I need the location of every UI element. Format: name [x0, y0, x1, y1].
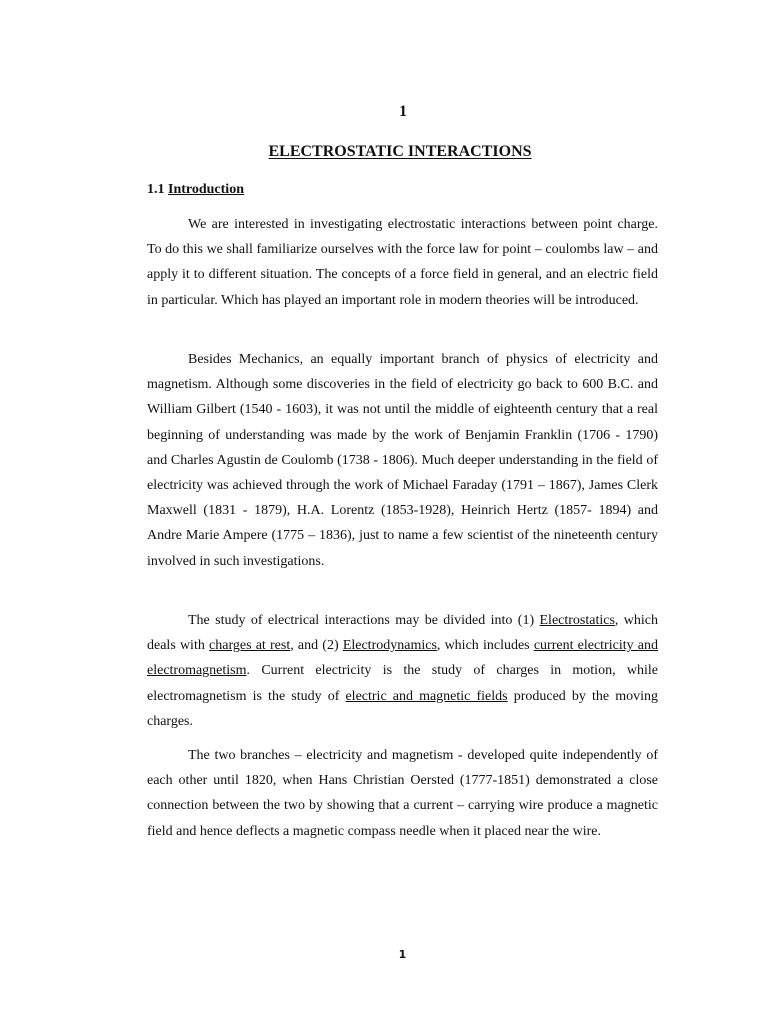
term-electrostatics: Electrostatics [539, 613, 615, 628]
term-electric-magnetic-fields: electric and magnetic fields [345, 688, 508, 704]
chapter-title: ELECTROSTATIC INTERACTIONS [268, 143, 532, 160]
paragraph-divisions [147, 608, 658, 734]
paragraph-introduction: We are interested in investigating electrostatic interactions between point charge. To do this we shall familiarize ourselves with the force law for point – coulombs law – and apply it to different situation. The concepts of a force field in general, and an electric field in particular. Which has played an important role in modern theories will be introduced. [147, 217, 658, 308]
text-run: The study of electrical interactions may be divided into (1) [188, 613, 540, 628]
term-current-electricity: current electricity and electromagnetism [147, 638, 658, 679]
chapter-number: 1 [399, 103, 407, 120]
term-charges-at-rest: charges at rest [209, 638, 291, 654]
paragraph-history: Besides Mechanics, an equally important branch of physics of electricity and magnetism. Although some discoveries in the field of electricity go back to 600 B.C. and William Gilbert (1540 - 1603), it was not until the middle of eighteenth century that a real beginning of understanding was made by the work of Benjamin Franklin (1706 - 1790) and Charles Agustin de Coulomb (1738 - 1806). Much deeper understanding in the field of electricity was achieved through the work of Michael Faraday (1791 – 1867), James Clerk Maxwell (1831 - 1879), H.A. Lorentz (1853-1928), Heinrich Hertz (1857- 1894) and Andre Marie Ampere (1775 – 1836), just to name a few scientist of the nineteenth century involved in such investigations. [147, 352, 658, 569]
text-run: , which deals with [147, 613, 659, 654]
paragraph-oersted: The two branches – electricity and magnetism - developed quite independently of each other until 1820, when Hans Christian Oersted (1777-1851) demonstrated a close connection between the two by showing that a current – carrying wire produce a magnetic field and hence deflects a magnetic compass needle when it placed near the wire. [147, 748, 658, 839]
text-run: , which includes [436, 638, 534, 654]
section-number: 1.1 [147, 182, 165, 197]
section-heading [147, 182, 244, 198]
page-number: 1 [398, 948, 407, 961]
text-run: , and (2) [290, 638, 343, 654]
term-electrodynamics: Electrodynamics [342, 638, 437, 654]
text-run: . Current electricity is the study of charges in motion, while electromagnetism is the study of [147, 663, 658, 704]
text-run: produced by the moving charges. [147, 688, 658, 729]
section-title: Introduction [168, 182, 244, 197]
